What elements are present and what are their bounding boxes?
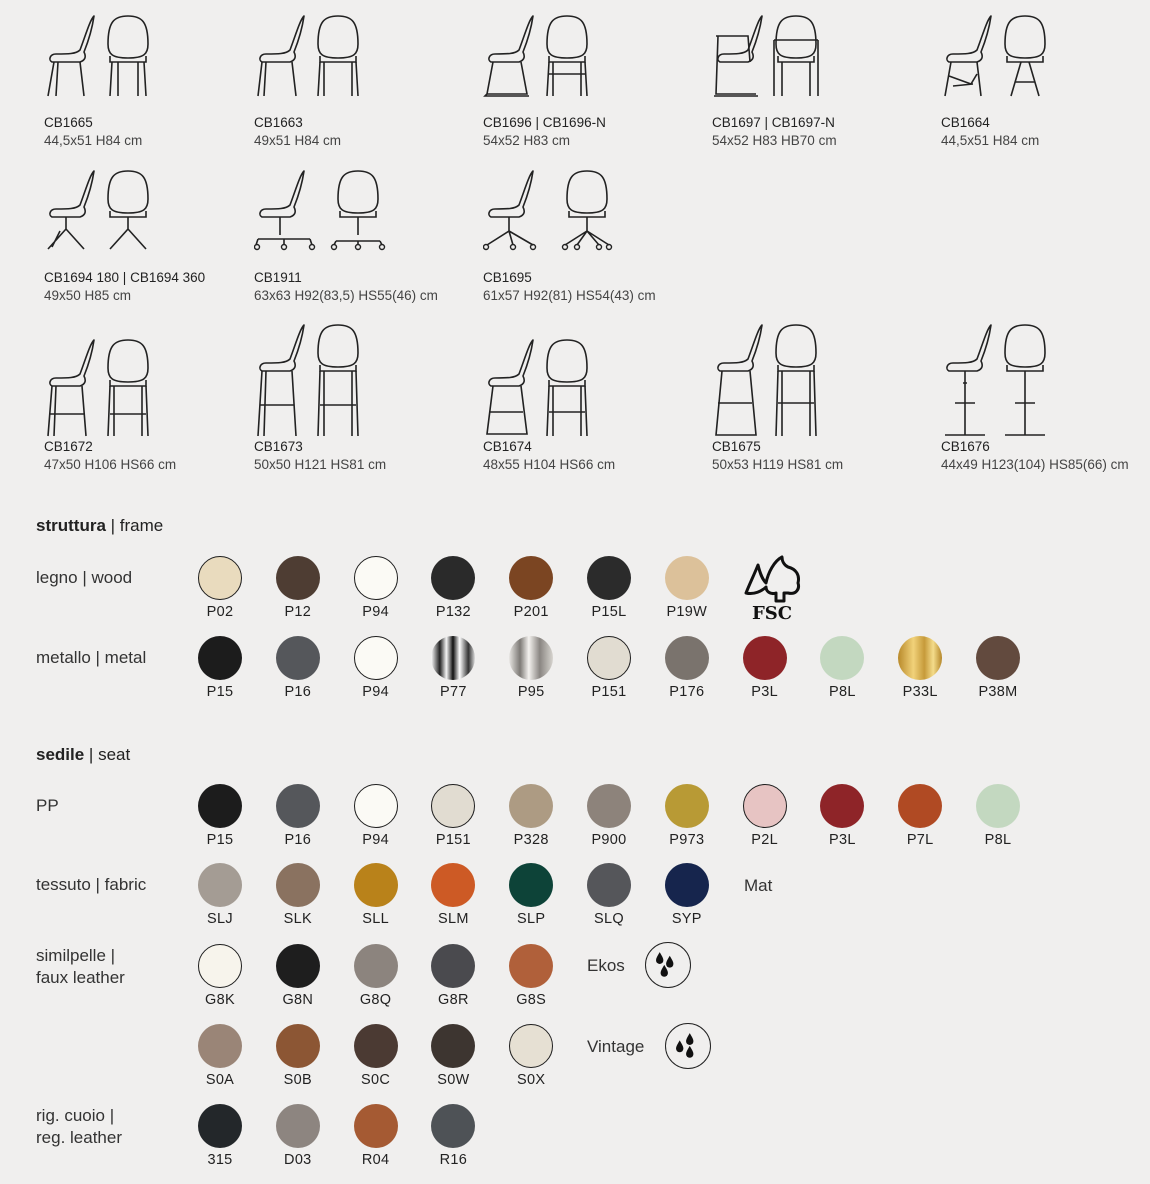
color-swatch[interactable] (195, 556, 245, 620)
product-dimensions: 44,5x51 H84 cm (941, 133, 1040, 148)
swatch-code: P94 (362, 604, 389, 620)
product-code: CB1674 (483, 439, 532, 454)
color-swatch[interactable] (428, 1024, 478, 1088)
swatch-color-dot (276, 863, 320, 907)
swatch-code: SLJ (207, 911, 233, 927)
swatch-code: P132 (435, 604, 471, 620)
color-swatch[interactable] (662, 636, 712, 700)
swatch-color-dot (509, 863, 553, 907)
product-code: CB1675 (712, 439, 761, 454)
color-swatch[interactable] (662, 863, 712, 927)
swatch-code: P328 (513, 832, 549, 848)
four-leg-chair-icon (44, 14, 154, 98)
color-swatch[interactable] (506, 863, 556, 927)
swatch-color-dot (820, 784, 864, 828)
product-cb1665 (44, 14, 274, 150)
swatch-color-dot (276, 556, 320, 600)
swatch-color-dot (431, 556, 475, 600)
color-swatch[interactable] (273, 944, 323, 1008)
swatch-color-dot (820, 636, 864, 680)
product-cb1673 (254, 323, 484, 474)
swatch-code: P151 (435, 832, 471, 848)
product-code: CB1673 (254, 439, 303, 454)
color-swatch[interactable] (973, 784, 1023, 848)
frame-section-title (36, 516, 163, 536)
color-swatch[interactable] (584, 863, 634, 927)
stool-icon (44, 338, 154, 438)
swatch-code: SLM (438, 911, 469, 927)
color-swatch[interactable] (895, 784, 945, 848)
faux-leather-label (36, 945, 125, 989)
swatch-color-dot (198, 863, 242, 907)
swatch-color-dot (431, 863, 475, 907)
swatch-color-dot (198, 556, 242, 600)
color-swatch[interactable] (662, 784, 712, 848)
four-leg-chair-icon (254, 14, 364, 98)
color-swatch[interactable] (195, 863, 245, 927)
swatch-code: G8Q (359, 992, 392, 1008)
swatch-color-dot (509, 636, 553, 680)
swatch-code: S0C (361, 1072, 391, 1088)
color-swatch[interactable] (895, 636, 945, 700)
product-code: CB1676 (941, 439, 990, 454)
swatch-code: P201 (513, 604, 549, 620)
swatch-code: G8S (516, 992, 547, 1008)
swatch-color-dot (587, 784, 631, 828)
color-swatch[interactable] (351, 863, 401, 927)
product-cb1694 (44, 169, 274, 305)
color-swatch[interactable] (351, 784, 401, 848)
swatch-code: D03 (284, 1152, 312, 1168)
color-swatch[interactable] (428, 1104, 478, 1168)
color-swatch[interactable] (351, 1104, 401, 1168)
office-chair-icon (254, 169, 394, 253)
swatch-color-dot (354, 636, 398, 680)
swatch-color-dot (276, 1104, 320, 1148)
swatch-color-dot (276, 1024, 320, 1068)
swatch-code: SLP (517, 911, 546, 927)
swatch-code: P15 (206, 832, 234, 848)
swatch-color-dot (431, 636, 475, 680)
swatch-color-dot (198, 636, 242, 680)
product-cb1696 (483, 14, 713, 150)
swatch-color-dot (665, 556, 709, 600)
product-dimensions: 44x49 H123(104) HS85(66) cm (941, 457, 1129, 472)
product-dimensions: 49x51 H84 cm (254, 133, 342, 148)
swatch-code: G8R (438, 992, 469, 1008)
swatch-color-dot (276, 784, 320, 828)
swatch-code: P16 (284, 684, 312, 700)
product-dimensions: 47x50 H106 HS66 cm (44, 457, 177, 472)
product-dimensions: 50x53 H119 HS81 cm (712, 457, 844, 472)
swatch-color-dot (198, 944, 242, 988)
ekos-note: Ekos (587, 956, 625, 975)
swatch-color-dot (587, 863, 631, 907)
product-cb1675 (712, 323, 942, 474)
sled-stool-icon (483, 338, 593, 438)
color-swatch[interactable] (351, 636, 401, 700)
swatch-code: P176 (669, 684, 705, 700)
swivel-chair-icon (44, 169, 154, 253)
swatch-code: P38M (978, 684, 1018, 700)
product-dimensions: 54x52 H83 cm (483, 133, 571, 148)
seat-section-title (36, 745, 130, 765)
wood-label: legno | wood (36, 568, 133, 587)
sled-chair-icon (483, 14, 593, 98)
office-chair-icon (483, 169, 623, 253)
crossed-leg-chair-icon (941, 14, 1051, 98)
product-cb1663 (254, 14, 484, 150)
swatch-color-dot (509, 556, 553, 600)
swatch-color-dot (198, 784, 242, 828)
water-drops-icon (665, 1023, 711, 1069)
swatch-color-dot (898, 636, 942, 680)
color-swatch[interactable] (195, 784, 245, 848)
color-swatch[interactable] (506, 556, 556, 620)
mat-note: Mat (744, 876, 773, 895)
swatch-color-dot (431, 1024, 475, 1068)
product-cb1674 (483, 338, 713, 474)
color-swatch[interactable] (506, 1024, 556, 1088)
swatch-code: G8N (282, 992, 314, 1008)
color-swatch[interactable] (506, 784, 556, 848)
swatch-color-dot (354, 784, 398, 828)
tall-stool-icon (254, 323, 364, 438)
swatch-code: P77 (440, 684, 467, 700)
swatch-code: P973 (669, 832, 705, 848)
swatch-color-dot (665, 863, 709, 907)
swatch-color-dot (898, 784, 942, 828)
swatch-color-dot (354, 863, 398, 907)
product-dimensions: 63x63 H92(83,5) HS55(46) cm (254, 288, 438, 303)
swatch-color-dot (431, 784, 475, 828)
color-swatch[interactable] (506, 944, 556, 1008)
color-swatch[interactable] (584, 784, 634, 848)
swatch-code: SLK (283, 911, 312, 927)
color-swatch[interactable] (273, 556, 323, 620)
color-swatch[interactable] (428, 784, 478, 848)
color-swatch[interactable] (973, 636, 1023, 700)
product-dimensions: 61x57 H92(81) HS54(43) cm (483, 288, 656, 303)
swatch-color-dot (743, 636, 787, 680)
swatch-code: P15 (206, 684, 234, 700)
swatch-code: P900 (591, 832, 627, 848)
swatch-color-dot (665, 784, 709, 828)
swatch-color-dot (509, 944, 553, 988)
swatch-code: S0X (517, 1072, 546, 1088)
swatch-color-dot (431, 1104, 475, 1148)
swatch-color-dot (198, 1024, 242, 1068)
swatch-code: P15L (591, 604, 627, 620)
product-cb1695 (483, 169, 713, 305)
swatch-code: P8L (829, 684, 856, 700)
reg-leather-label-line1: rig. cuoio | (36, 1106, 115, 1125)
color-swatch[interactable] (584, 556, 634, 620)
product-cb1672 (44, 338, 274, 474)
swatch-color-dot (354, 1104, 398, 1148)
color-swatch[interactable] (817, 784, 867, 848)
color-swatch[interactable] (428, 556, 478, 620)
product-code: CB1695 (483, 270, 532, 285)
fsc-text: FSC (751, 603, 793, 623)
faux-leather-label-line1: similpelle | (36, 946, 116, 965)
water-drops-icon (645, 942, 691, 988)
swatch-code: S0W (437, 1072, 470, 1088)
color-swatch[interactable] (195, 1104, 245, 1168)
swatch-color-dot (509, 784, 553, 828)
color-swatch[interactable] (351, 1024, 401, 1088)
swatch-code: S0A (205, 1072, 235, 1088)
product-cb1676 (941, 323, 1150, 474)
swatch-code: P94 (362, 684, 389, 700)
swatch-code: P7L (906, 832, 934, 848)
swatch-color-dot (276, 944, 320, 988)
product-code: CB1663 (254, 115, 303, 130)
swatch-code: S0B (283, 1072, 312, 1088)
gas-lift-stool-icon (941, 323, 1051, 438)
swatch-color-dot (976, 636, 1020, 680)
swatch-color-dot (354, 556, 398, 600)
product-dimensions: 44,5x51 H84 cm (44, 133, 143, 148)
color-swatch[interactable] (428, 944, 478, 1008)
product-code: CB1697 | CB1697-N (712, 115, 835, 130)
swatch-color-dot (976, 784, 1020, 828)
color-swatch[interactable] (506, 636, 556, 700)
color-swatch[interactable] (740, 784, 790, 848)
swatch-color-dot (665, 636, 709, 680)
swatch-color-dot (509, 1024, 553, 1068)
faux-leather-label-line2: faux leather (36, 968, 125, 987)
seat-title-bold: sedile (36, 745, 85, 764)
swatch-code: R04 (361, 1152, 390, 1168)
swatch-color-dot (354, 1024, 398, 1068)
swatch-code: P8L (984, 832, 1012, 848)
reg-leather-label-line2: reg. leather (36, 1128, 122, 1147)
color-swatch[interactable] (273, 1104, 323, 1168)
product-code: CB1672 (44, 439, 93, 454)
product-cb1664 (941, 14, 1150, 150)
fabric-label: tessuto | fabric (36, 875, 147, 894)
color-swatch[interactable] (584, 636, 634, 700)
sled-armchair-icon (712, 14, 822, 98)
swatch-color-dot (587, 636, 631, 680)
color-swatch[interactable] (273, 636, 323, 700)
swatch-code: P151 (591, 684, 627, 700)
color-swatch[interactable] (195, 636, 245, 700)
swatch-color-dot (587, 556, 631, 600)
color-swatch[interactable] (195, 944, 245, 1008)
swatch-code: SLQ (594, 911, 624, 927)
metal-label: metallo | metal (36, 648, 147, 667)
swatch-code: P02 (206, 604, 234, 620)
swatch-code: G8K (205, 992, 235, 1008)
product-code: CB1694 180 | CB1694 360 (44, 270, 206, 285)
color-swatch[interactable] (740, 636, 790, 700)
color-swatch[interactable] (662, 556, 712, 620)
swatch-color-dot (354, 944, 398, 988)
product-code: CB1665 (44, 115, 93, 130)
swatch-color-dot (743, 784, 787, 828)
swatch-code: P3L (751, 684, 778, 700)
swatch-code: SYP (671, 911, 702, 927)
color-swatch[interactable] (428, 636, 478, 700)
frame-title-bold: struttura (36, 516, 106, 535)
vintage-note: Vintage (587, 1037, 645, 1056)
product-cb1911 (254, 169, 484, 305)
product-code: CB1696 | CB1696-N (483, 115, 606, 130)
frame-title-rest: | frame (105, 516, 164, 535)
swatch-code: SLL (362, 911, 389, 927)
product-code: CB1911 (254, 270, 302, 285)
fsc-logo-icon (740, 553, 804, 623)
swatch-code: P12 (284, 604, 312, 620)
swatch-color-dot (276, 636, 320, 680)
swatch-code: 315 (207, 1152, 233, 1168)
swatch-code: P95 (517, 684, 545, 700)
seat-title-rest: | seat (84, 745, 131, 764)
product-dimensions: 50x50 H121 HS81 cm (254, 457, 387, 472)
swatch-color-dot (198, 1104, 242, 1148)
product-code: CB1664 (941, 115, 990, 130)
pp-label: PP (36, 796, 59, 815)
swatch-code: P94 (362, 832, 389, 848)
color-swatch[interactable] (351, 556, 401, 620)
color-swatch[interactable] (817, 636, 867, 700)
color-swatch[interactable] (428, 863, 478, 927)
swatch-color-dot (431, 944, 475, 988)
swatch-code: P2L (751, 832, 778, 848)
color-swatch[interactable] (195, 1024, 245, 1088)
swatch-code: P19W (666, 604, 708, 620)
reg-leather-label (36, 1105, 122, 1149)
color-swatch[interactable] (273, 1024, 323, 1088)
swatch-code: R16 (439, 1152, 468, 1168)
product-dimensions: 54x52 H83 HB70 cm (712, 133, 837, 148)
color-swatch[interactable] (273, 784, 323, 848)
tall-sled-stool-icon (712, 323, 822, 438)
swatch-code: P16 (284, 832, 312, 848)
swatch-code: P3L (829, 832, 856, 848)
product-dimensions: 48x55 H104 HS66 cm (483, 457, 616, 472)
color-swatch[interactable] (351, 944, 401, 1008)
product-cb1697 (712, 14, 942, 150)
color-swatch[interactable] (273, 863, 323, 927)
swatch-code: P33L (902, 684, 938, 700)
product-dimensions: 49x50 H85 cm (44, 288, 132, 303)
